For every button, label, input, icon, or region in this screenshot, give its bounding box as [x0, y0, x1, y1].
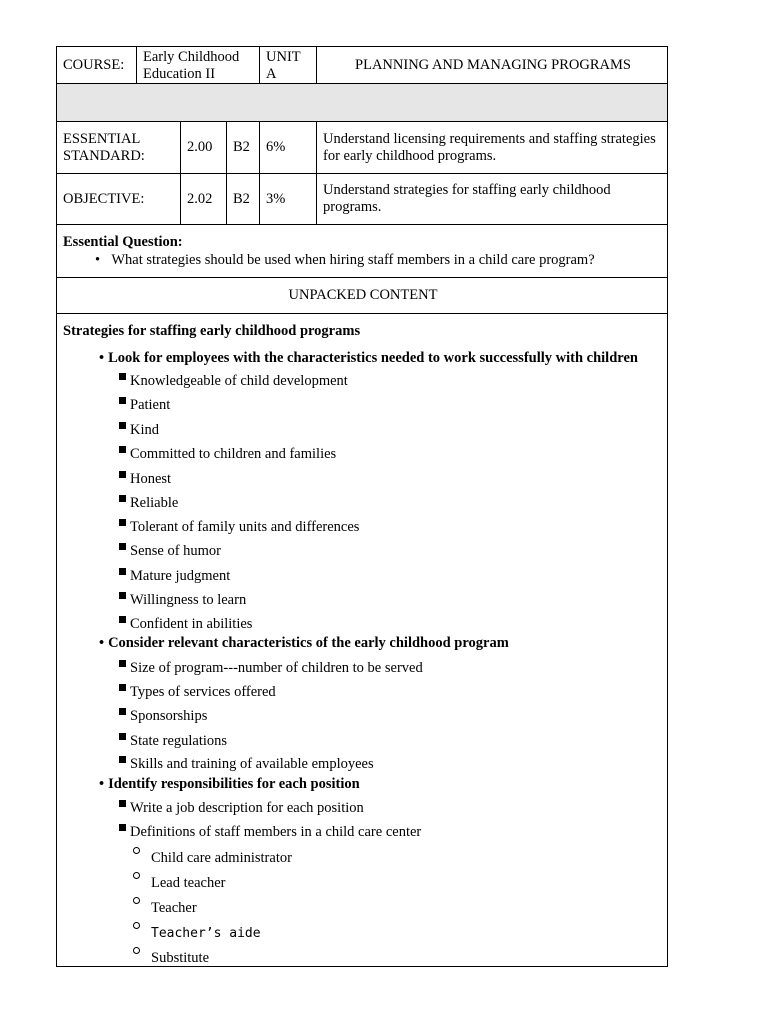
essential-standard-text: Understand licensing requirements and staffing strategies for early childhood programs. — [323, 130, 656, 164]
square-bullet-icon — [119, 543, 126, 550]
circle-bullet-icon — [133, 947, 140, 954]
unit-title: PLANNING AND MANAGING PROGRAMS — [355, 56, 631, 73]
unpacked-content-row — [57, 278, 667, 314]
header-row — [57, 47, 667, 84]
essential-question-item — [95, 251, 595, 269]
square-bullet-icon — [119, 397, 126, 404]
bullet-icon: • — [99, 635, 105, 651]
essential-question-text: What strategies should be used when hiring staff members in a child care program? — [111, 252, 595, 268]
course-label: COURSE: — [57, 47, 137, 83]
essential-standard-row — [57, 122, 667, 174]
square-bullet-icon — [119, 495, 126, 502]
list-item: Skills and training of available employees — [119, 755, 374, 773]
content-title: Strategies for staffing early childhood programs — [63, 323, 361, 339]
square-bullet-icon — [119, 373, 126, 380]
list-item: Tolerant of family units and differences — [119, 518, 359, 536]
list-item: Knowledgeable of child development — [119, 372, 348, 390]
section-heading: • Consider relevant characteristics of the early childhood program — [99, 635, 509, 651]
list-item: Willingness to learn — [119, 591, 246, 609]
essential-question-heading: Essential Question: — [63, 234, 183, 250]
list-item: Types of services offered — [119, 683, 276, 701]
sub-list-item: Child care administrator — [133, 847, 292, 867]
square-bullet-icon — [119, 592, 126, 599]
course-value: Early Childhood Education II — [137, 47, 260, 83]
section-heading: • Look for employees with the characteristics needed to work successfully with children — [99, 350, 638, 366]
sub-list-item: Teacher’s aide — [133, 922, 261, 943]
sub-list-item: Teacher — [133, 897, 197, 917]
unit-label: UNIT A — [260, 47, 317, 83]
unpacked-content-heading: UNPACKED CONTENT — [288, 287, 438, 303]
essential-standard-weight: 6% — [260, 122, 317, 173]
square-bullet-icon — [119, 824, 126, 831]
objective-text: Understand strategies for staffing early childhood programs. — [323, 182, 611, 215]
list-item: Sense of humor — [119, 542, 221, 560]
lesson-plan-table — [56, 46, 668, 967]
list-item: Definitions of staff members in a child care center — [119, 823, 421, 841]
sub-list-item: Substitute — [133, 947, 209, 967]
list-item: Honest — [119, 470, 171, 488]
objective-number: 2.02 — [181, 174, 227, 224]
square-bullet-icon — [119, 756, 126, 763]
list-item: Committed to children and families — [119, 445, 336, 463]
square-bullet-icon — [119, 616, 126, 623]
list-item: Confident in abilities — [119, 615, 252, 633]
list-item: Reliable — [119, 494, 178, 512]
square-bullet-icon — [119, 660, 126, 667]
bullet-icon: • — [95, 252, 101, 268]
square-bullet-icon — [119, 568, 126, 575]
square-bullet-icon — [119, 708, 126, 715]
list-item: Size of program---number of children to be served — [119, 659, 423, 677]
essential-standard-number: 2.00 — [181, 122, 227, 173]
square-bullet-icon — [119, 422, 126, 429]
essential-standard-level: B2 — [227, 122, 260, 173]
square-bullet-icon — [119, 519, 126, 526]
circle-bullet-icon — [133, 897, 140, 904]
circle-bullet-icon — [133, 922, 140, 929]
objective-row — [57, 174, 667, 225]
spacer-row — [57, 84, 667, 122]
list-item: Mature judgment — [119, 567, 230, 585]
square-bullet-icon — [119, 684, 126, 691]
essential-question-row — [57, 225, 667, 278]
square-bullet-icon — [119, 733, 126, 740]
bullet-icon: • — [99, 776, 105, 792]
list-item: Sponsorships — [119, 707, 207, 725]
list-item: Write a job description for each position — [119, 799, 364, 817]
sub-list-item: Lead teacher — [133, 872, 225, 892]
square-bullet-icon — [119, 471, 126, 478]
circle-bullet-icon — [133, 847, 140, 854]
bullet-icon: • — [99, 350, 105, 366]
essential-standard-label: ESSENTIAL STANDARD: — [57, 122, 181, 173]
square-bullet-icon — [119, 446, 126, 453]
objective-label: OBJECTIVE: — [57, 174, 181, 224]
square-bullet-icon — [119, 800, 126, 807]
objective-level: B2 — [227, 174, 260, 224]
list-item: Kind — [119, 421, 159, 439]
list-item: Patient — [119, 396, 170, 414]
section-heading: • Identify responsibilities for each position — [99, 776, 360, 792]
objective-weight: 3% — [260, 174, 317, 224]
list-item: State regulations — [119, 732, 227, 750]
circle-bullet-icon — [133, 872, 140, 879]
